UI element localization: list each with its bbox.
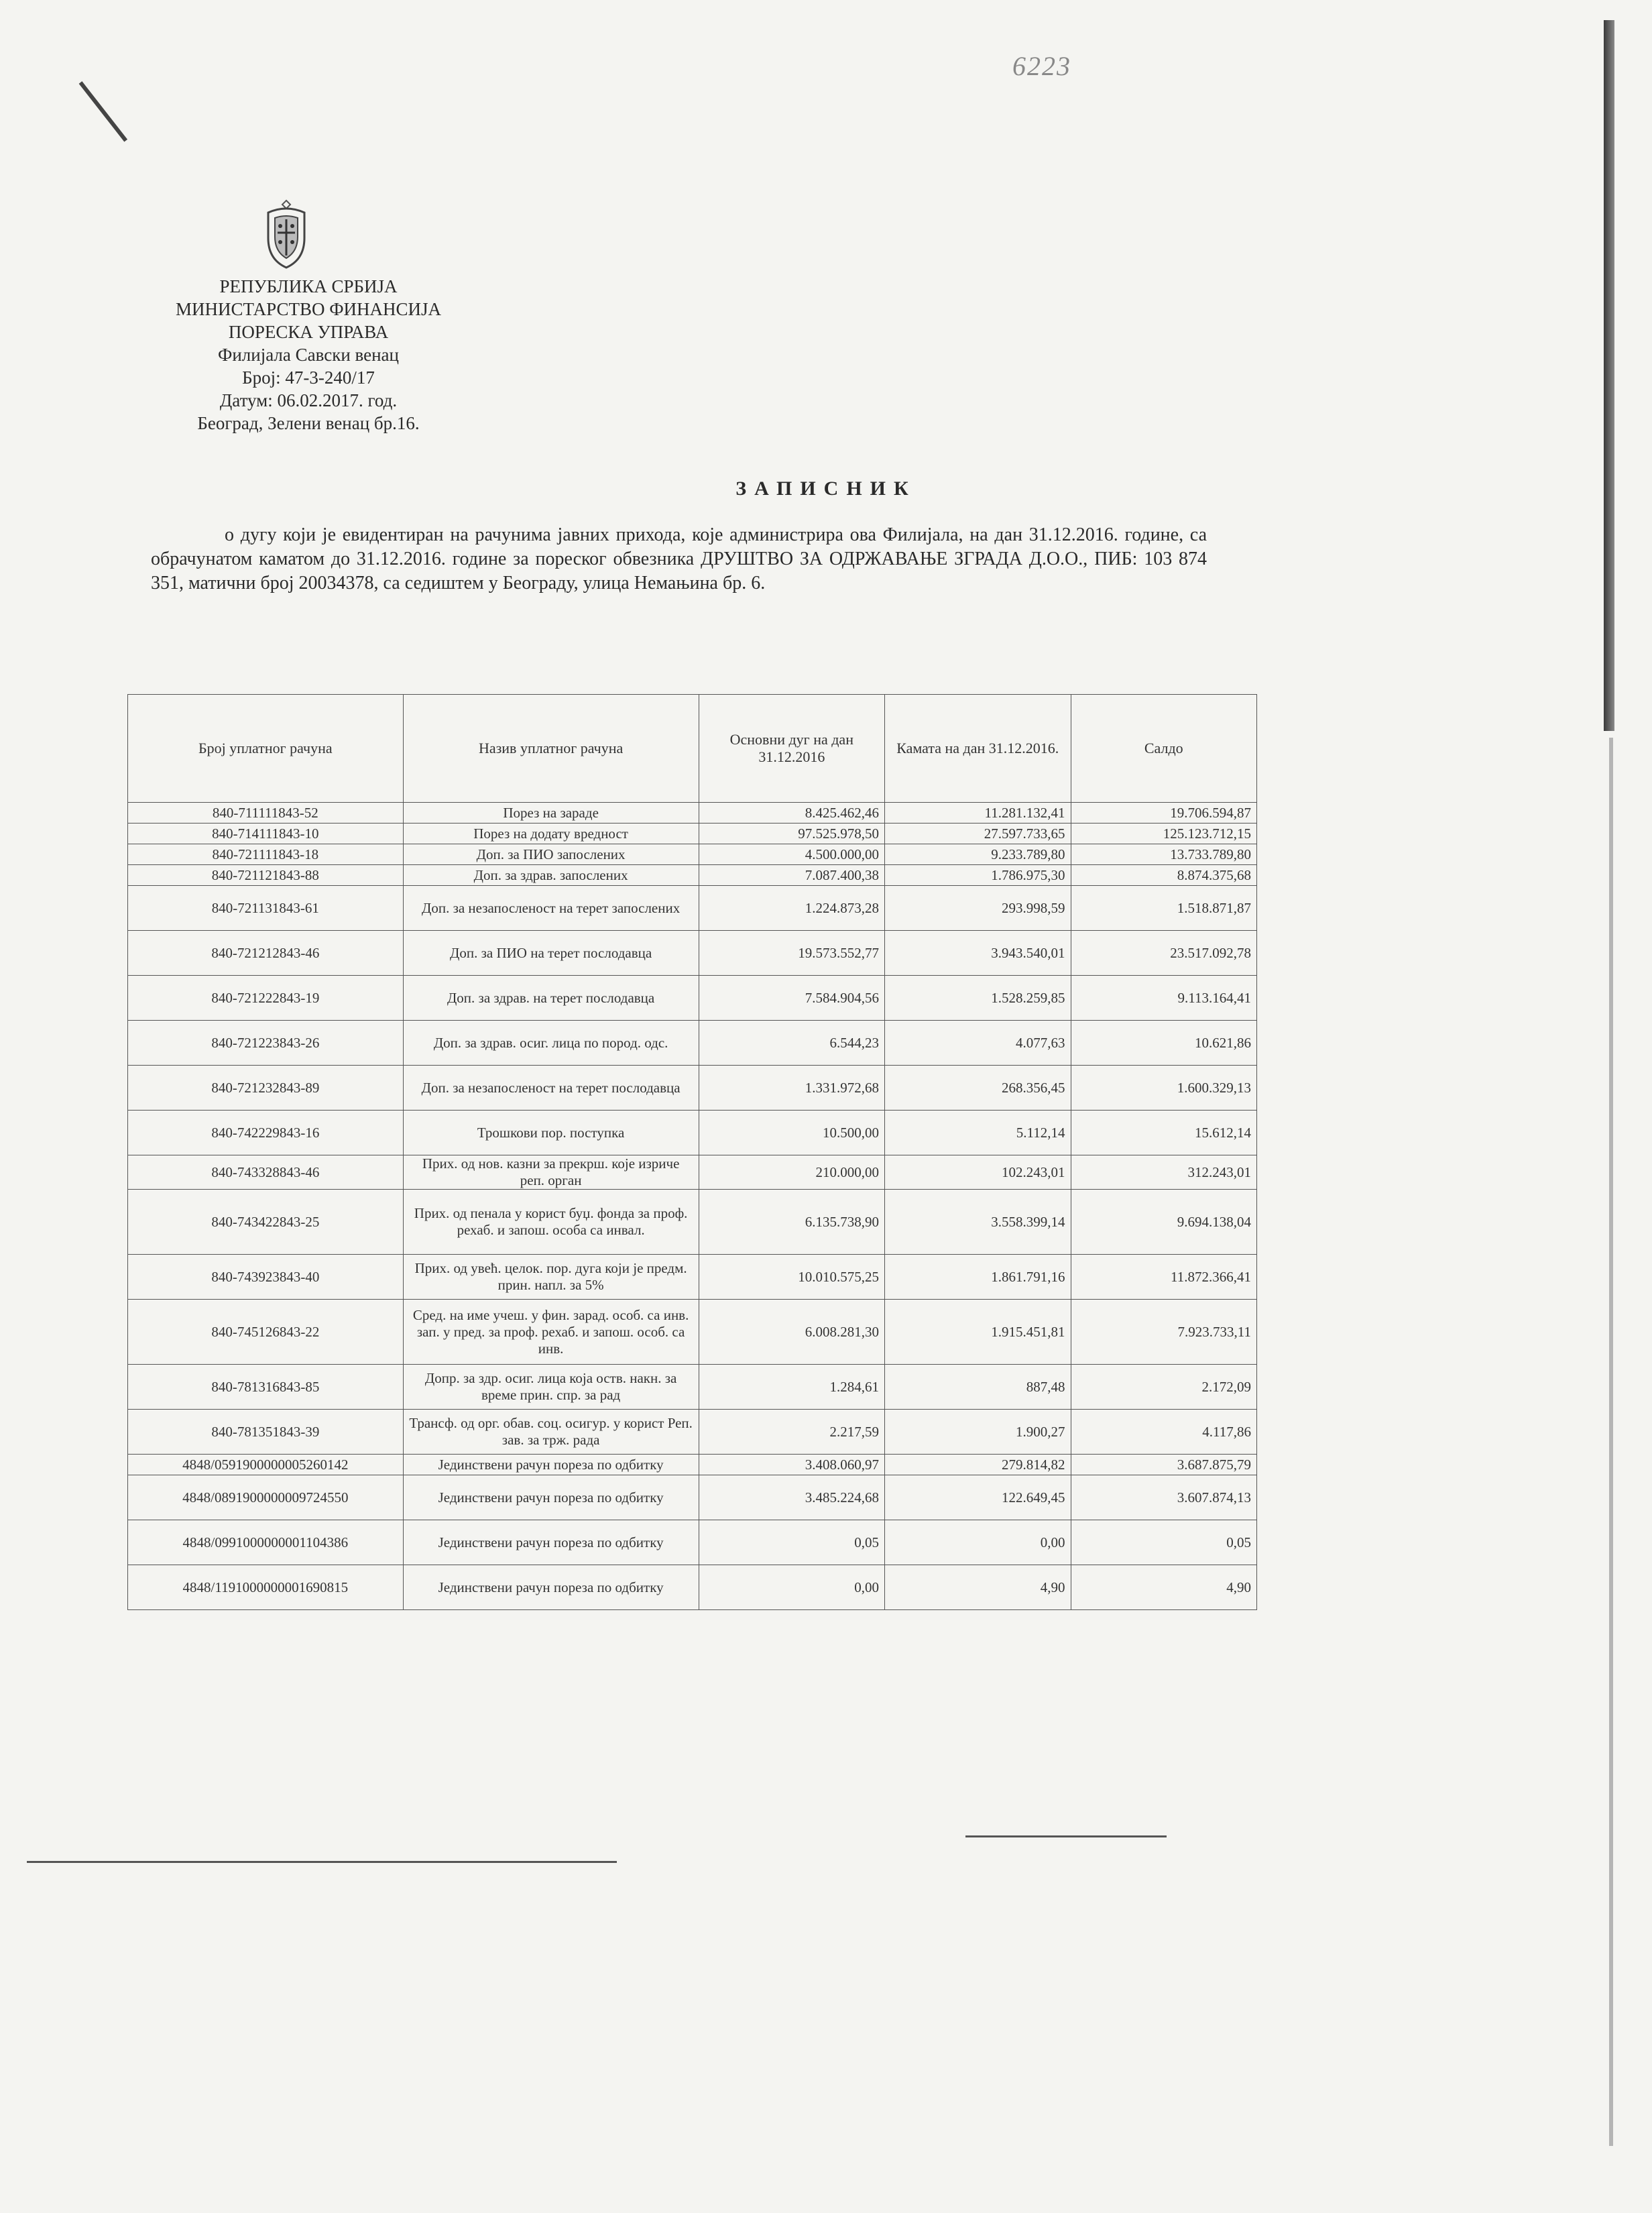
account-number-cell: 840-743328843-46 xyxy=(128,1155,404,1190)
balance-cell: 7.923.733,11 xyxy=(1071,1300,1256,1365)
account-number-cell: 840-721111843-18 xyxy=(128,844,404,865)
interest-cell: 5.112,14 xyxy=(885,1111,1071,1155)
account-number-cell: 840-743923843-40 xyxy=(128,1255,404,1300)
principal-cell: 1.331.972,68 xyxy=(699,1066,884,1111)
office-name: ПОРЕСКА УПРАВА xyxy=(228,322,389,342)
balance-cell: 312.243,01 xyxy=(1071,1155,1256,1190)
interest-cell: 1.786.975,30 xyxy=(885,865,1071,886)
document-number: Број: 47-3-240/17 xyxy=(242,367,375,388)
account-number-cell: 840-721223843-26 xyxy=(128,1021,404,1066)
column-header-account: Број уплатног рачуна xyxy=(128,695,404,803)
table-row xyxy=(128,803,1257,824)
interest-cell: 3.943.540,01 xyxy=(885,931,1071,976)
account-name-cell: Порез на додату вредност xyxy=(403,824,699,844)
ministry-name: МИНИСТАРСТВО ФИНАНСИЈА xyxy=(175,299,442,319)
table-row xyxy=(128,976,1257,1021)
table-row xyxy=(128,1475,1257,1520)
document-title: ЗАПИСНИК xyxy=(735,477,917,500)
account-number-cell: 840-721131843-61 xyxy=(128,886,404,931)
table-row xyxy=(128,1066,1257,1111)
account-number-cell: 840-781316843-85 xyxy=(128,1365,404,1410)
account-number-cell: 840-721212843-46 xyxy=(128,931,404,976)
balance-cell: 2.172,09 xyxy=(1071,1365,1256,1410)
principal-cell: 3.485.224,68 xyxy=(699,1475,884,1520)
account-name-cell: Јединствени рачун пореза по одбитку xyxy=(403,1520,699,1565)
interest-cell: 3.558.399,14 xyxy=(885,1190,1071,1255)
intro-paragraph: о дугу који је евидентиран на рачунима јавних прихода, које администрира ова Филијала, на дан 31.12.2016. године, са обрачунатом каматом до 31.12.2016. године за пореског обвезника ДРУШТВО ЗА ОДРЖАВАЊЕ ЗГРАДА Д.О.О., ПИБ: 103 874 351, матични број 20034378, са седиштем у Београду, улица Немањина бр. 6. xyxy=(151,524,1207,593)
interest-cell: 268.356,45 xyxy=(885,1066,1071,1111)
principal-cell: 10.010.575,25 xyxy=(699,1255,884,1300)
balance-cell: 0,05 xyxy=(1071,1520,1256,1565)
account-name-cell: Јединствени рачун пореза по одбитку xyxy=(403,1455,699,1475)
account-name-cell: Порез на зараде xyxy=(403,803,699,824)
principal-cell: 0,00 xyxy=(699,1565,884,1610)
interest-cell: 27.597.733,65 xyxy=(885,824,1071,844)
account-name-cell: Прих. од нов. казни за прекрш. које изриче реп. орган xyxy=(403,1155,699,1190)
principal-cell: 2.217,59 xyxy=(699,1410,884,1455)
handwritten-note: 6223 xyxy=(1012,51,1071,81)
account-number-cell: 4848/0591900000005260142 xyxy=(128,1455,404,1475)
scan-edge-lower xyxy=(1609,738,1613,2146)
table-row xyxy=(128,1565,1257,1610)
account-name-cell: Доп. за ПИО запослених xyxy=(403,844,699,865)
interest-cell: 122.649,45 xyxy=(885,1475,1071,1520)
account-number-cell: 840-721121843-88 xyxy=(128,865,404,886)
principal-cell: 4.500.000,00 xyxy=(699,844,884,865)
balance-cell: 10.621,86 xyxy=(1071,1021,1256,1066)
principal-cell: 7.087.400,38 xyxy=(699,865,884,886)
balance-cell: 3.607.874,13 xyxy=(1071,1475,1256,1520)
balance-cell: 4,90 xyxy=(1071,1565,1256,1610)
principal-cell: 1.224.873,28 xyxy=(699,886,884,931)
account-number-cell: 840-743422843-25 xyxy=(128,1190,404,1255)
balance-cell: 11.872.366,41 xyxy=(1071,1255,1256,1300)
scan-mark xyxy=(79,81,127,141)
country-name: РЕПУБЛИКА СРБИЈА xyxy=(219,276,398,296)
principal-cell: 210.000,00 xyxy=(699,1155,884,1190)
account-name-cell: Доп. за здрав. на терет послодавца xyxy=(403,976,699,1021)
account-name-cell: Доп. за ПИО на терет послодавца xyxy=(403,931,699,976)
document-date: Датум: 06.02.2017. год. xyxy=(219,390,398,410)
principal-cell: 0,05 xyxy=(699,1520,884,1565)
table-row xyxy=(128,1111,1257,1155)
principal-cell: 3.408.060,97 xyxy=(699,1455,884,1475)
account-number-cell: 4848/1191000000001690815 xyxy=(128,1565,404,1610)
principal-cell: 6.135.738,90 xyxy=(699,1190,884,1255)
interest-cell: 4,90 xyxy=(885,1565,1071,1610)
column-header-interest: Камата на дан 31.12.2016. xyxy=(885,695,1071,803)
principal-cell: 19.573.552,77 xyxy=(699,931,884,976)
issuer-header xyxy=(134,275,483,435)
balance-cell: 8.874.375,68 xyxy=(1071,865,1256,886)
interest-cell: 9.233.789,80 xyxy=(885,844,1071,865)
scan-edge xyxy=(1604,20,1614,731)
interest-cell: 1.528.259,85 xyxy=(885,976,1071,1021)
account-name-cell: Јединствени рачун пореза по одбитку xyxy=(403,1565,699,1610)
account-number-cell: 840-742229843-16 xyxy=(128,1111,404,1155)
table-row xyxy=(128,1021,1257,1066)
account-name-cell: Допр. за здр. осиг. лица која оств. накн. за време прин. спр. за рад xyxy=(403,1365,699,1410)
table-row xyxy=(128,824,1257,844)
principal-cell: 1.284,61 xyxy=(699,1365,884,1410)
balance-cell: 9.113.164,41 xyxy=(1071,976,1256,1021)
account-number-cell: 840-721222843-19 xyxy=(128,976,404,1021)
principal-cell: 7.584.904,56 xyxy=(699,976,884,1021)
principal-cell: 8.425.462,46 xyxy=(699,803,884,824)
balance-cell: 23.517.092,78 xyxy=(1071,931,1256,976)
account-number-cell: 840-721232843-89 xyxy=(128,1066,404,1111)
balance-cell: 19.706.594,87 xyxy=(1071,803,1256,824)
table-row xyxy=(128,931,1257,976)
table-row xyxy=(128,1190,1257,1255)
interest-cell: 887,48 xyxy=(885,1365,1071,1410)
table-row xyxy=(128,1410,1257,1455)
account-name-cell: Трошкови пор. поступка xyxy=(403,1111,699,1155)
table-row xyxy=(128,1365,1257,1410)
account-name-cell: Трансф. од орг. обав. соц. осигур. у корист Реп. зав. за трж. рада xyxy=(403,1410,699,1455)
office-address: Београд, Зелени венац бр.16. xyxy=(197,413,420,433)
interest-cell: 293.998,59 xyxy=(885,886,1071,931)
balance-cell: 13.733.789,80 xyxy=(1071,844,1256,865)
debt-table xyxy=(127,694,1257,1610)
balance-cell: 125.123.712,15 xyxy=(1071,824,1256,844)
balance-cell: 1.518.871,87 xyxy=(1071,886,1256,931)
principal-cell: 10.500,00 xyxy=(699,1111,884,1155)
account-number-cell: 840-714111843-10 xyxy=(128,824,404,844)
bottom-rule-left xyxy=(27,1861,617,1863)
interest-cell: 1.915.451,81 xyxy=(885,1300,1071,1365)
table-row xyxy=(128,865,1257,886)
balance-cell: 4.117,86 xyxy=(1071,1410,1256,1455)
balance-cell: 15.612,14 xyxy=(1071,1111,1256,1155)
account-name-cell: Сред. на име учеш. у фин. зарад. особ. са инв. зап. у пред. за проф. рехаб. и запош. особ. са инв. xyxy=(403,1300,699,1365)
account-name-cell: Прих. од увећ. целок. пор. дуга који је предм. прин. напл. за 5% xyxy=(403,1255,699,1300)
table-row xyxy=(128,1300,1257,1365)
interest-cell: 102.243,01 xyxy=(885,1155,1071,1190)
balance-cell: 1.600.329,13 xyxy=(1071,1066,1256,1111)
column-header-balance: Салдо xyxy=(1071,695,1256,803)
account-number-cell: 4848/0891900000009724550 xyxy=(128,1475,404,1520)
balance-cell: 3.687.875,79 xyxy=(1071,1455,1256,1475)
account-name-cell: Доп. за здрав. запослених xyxy=(403,865,699,886)
table-row xyxy=(128,1455,1257,1475)
account-name-cell: Прих. од пенала у корист буџ. фонда за проф. рехаб. и запош. особа са инвал. xyxy=(403,1190,699,1255)
account-name-cell: Јединствени рачун пореза по одбитку xyxy=(403,1475,699,1520)
principal-cell: 6.008.281,30 xyxy=(699,1300,884,1365)
interest-cell: 1.900,27 xyxy=(885,1410,1071,1455)
table-row xyxy=(128,1255,1257,1300)
interest-cell: 1.861.791,16 xyxy=(885,1255,1071,1300)
principal-cell: 6.544,23 xyxy=(699,1021,884,1066)
branch-name: Филијала Савски венац xyxy=(218,345,399,365)
principal-cell: 97.525.978,50 xyxy=(699,824,884,844)
table-row xyxy=(128,1520,1257,1565)
account-name-cell: Доп. за незапосленост на терет послодавца xyxy=(403,1066,699,1111)
bottom-rule-right xyxy=(965,1835,1167,1837)
coat-of-arms-icon xyxy=(260,198,312,272)
account-number-cell: 4848/0991000000001104386 xyxy=(128,1520,404,1565)
interest-cell: 4.077,63 xyxy=(885,1021,1071,1066)
table-row xyxy=(128,844,1257,865)
table-row xyxy=(128,1155,1257,1190)
column-header-principal: Основни дуг на дан 31.12.2016 xyxy=(699,695,884,803)
table-header-row xyxy=(128,695,1257,803)
account-name-cell: Доп. за здрав. осиг. лица по пород. одс. xyxy=(403,1021,699,1066)
interest-cell: 11.281.132,41 xyxy=(885,803,1071,824)
account-number-cell: 840-781351843-39 xyxy=(128,1410,404,1455)
interest-cell: 0,00 xyxy=(885,1520,1071,1565)
interest-cell: 279.814,82 xyxy=(885,1455,1071,1475)
account-number-cell: 840-745126843-22 xyxy=(128,1300,404,1365)
table-row xyxy=(128,886,1257,931)
account-name-cell: Доп. за незапосленост на терет запослених xyxy=(403,886,699,931)
balance-cell: 9.694.138,04 xyxy=(1071,1190,1256,1255)
account-number-cell: 840-711111843-52 xyxy=(128,803,404,824)
column-header-name: Назив уплатног рачуна xyxy=(403,695,699,803)
